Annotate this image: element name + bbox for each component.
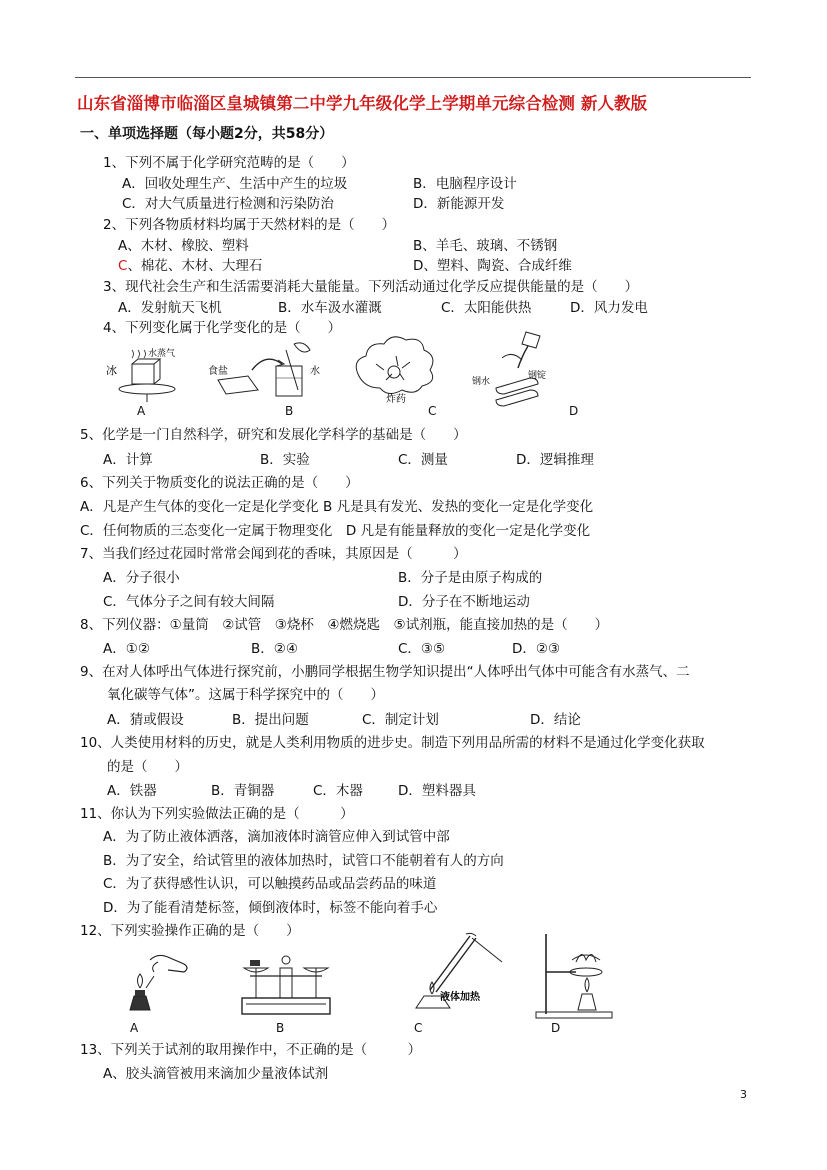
q2-option-a: A、木材、橡胶、塑料 <box>118 238 249 254</box>
q4-figure-salt <box>206 340 326 402</box>
q1-stem: 1、下列不属于化学研究范畴的是（ ） <box>103 155 355 171</box>
q12-figure-d <box>532 930 622 1020</box>
q11-option-d: D．为了能看清楚标签，倾倒液体时，标签不能向着手心 <box>103 900 438 916</box>
q3-option-a: A．发射航天飞机 <box>118 300 222 316</box>
q12-figure-b <box>236 948 336 1020</box>
vapor-label: 水蒸气 <box>148 348 176 358</box>
q1-option-b: B．电脑程序设计 <box>413 176 517 192</box>
q9-option-a: A．猜或假设 <box>107 712 184 728</box>
q6-options-line2: C．任何物质的三态变化一定属于物理变化 D 凡是有能量释放的变化一定是化学变化 <box>80 523 591 539</box>
q12-label-b: B <box>276 1021 285 1035</box>
q5-option-a: A．计算 <box>103 452 153 468</box>
q4-label-c: C <box>428 404 437 418</box>
q13-stem: 13、下列关于试剂的取用操作中，不正确的是（ ） <box>80 1042 422 1058</box>
q4-label-a: A <box>137 404 146 418</box>
q6-stem: 6、下列关于物质变化的说法正确的是（ ） <box>80 475 359 491</box>
q9-stem-line2: 氧化碳等气体”。这属于科学探究中的（ ） <box>107 687 384 703</box>
ingot-label: 钢锭 <box>528 370 547 380</box>
q7-option-b: B．分子是由原子构成的 <box>398 570 543 586</box>
q1-option-c: C．对大气质量进行检测和污染防治 <box>122 196 334 212</box>
q7-stem: 7、当我们经过花园时常常会闻到花的香味，其原因是（ ） <box>80 546 467 562</box>
q4-figure-steel <box>470 326 560 408</box>
q12-label-c: C <box>414 1021 423 1035</box>
q3-option-b: B．水车汲水灌溉 <box>278 300 382 316</box>
q4-figure-ice <box>102 344 192 404</box>
q9-option-b: B．提出问题 <box>232 712 309 728</box>
explosive-label: 炸药 <box>386 394 406 405</box>
q9-option-c: C．制定计划 <box>362 712 439 728</box>
q2-option-d: D、塑料、陶瓷、合成纤维 <box>413 258 572 274</box>
q9-stem-line1: 9、在对人体呼出气体进行探究前，小鹏同学根据生物学知识提出“人体呼出气体中可能含有水蒸气、二 <box>80 664 690 680</box>
document-title: 山东省淄博市临淄区皇城镇第二中学九年级化学上学期单元综合检测 新人教版 <box>77 94 648 113</box>
header-rule <box>75 77 751 78</box>
q7-option-d: D．分子在不断地运动 <box>398 594 530 610</box>
q10-option-c: C．木器 <box>313 783 363 799</box>
q11-stem: 11、你认为下列实验做法正确的是（ ） <box>80 806 354 822</box>
q3-stem: 3、现代社会生产和生活需要消耗大量能量。下列活动通过化学反应提供能量的是（ ） <box>103 279 639 295</box>
q2-option-c-letter: C <box>118 258 128 274</box>
q2-option-b: B、羊毛、玻璃、不锈钢 <box>413 238 558 254</box>
q12-label-a: A <box>130 1021 139 1035</box>
q12-stem: 12、下列实验操作正确的是（ ） <box>80 923 300 939</box>
q3-option-c: C．太阳能供热 <box>441 300 532 316</box>
page-number: 3 <box>740 1088 747 1101</box>
q8-option-c: C．③⑤ <box>398 641 446 657</box>
q8-option-b: B．②④ <box>251 641 298 657</box>
water-label: 水 <box>310 366 320 377</box>
q8-option-d: D．②③ <box>512 641 561 657</box>
q3-option-d: D．风力发电 <box>570 300 648 316</box>
q12-figure-a <box>110 950 202 1018</box>
q12-figure-c <box>408 932 518 1022</box>
q4-figure-explosive <box>346 334 446 406</box>
q4-label-b: B <box>285 404 294 418</box>
q9-option-d: D．结论 <box>530 712 581 728</box>
q8-option-a: A．①② <box>103 641 150 657</box>
q10-stem-line2: 的是（ ） <box>107 759 188 775</box>
q7-option-a: A．分子很小 <box>103 570 180 586</box>
q8-stem: 8、下列仪器：①量筒 ②试管 ③烧杯 ④燃烧匙 ⑤试剂瓶，能直接加热的是（ ） <box>80 617 609 633</box>
q10-option-b: B．青铜器 <box>211 783 275 799</box>
q11-option-a: A．为了防止液体洒落，滴加液体时滴管应伸入到试管中部 <box>103 829 450 845</box>
q6-options-line1: A．凡是产生气体的变化一定是化学变化 B 凡是具有发光、发热的变化一定是化学变化 <box>80 499 594 515</box>
q5-option-b: B．实验 <box>260 452 310 468</box>
q11-option-b: B．为了安全，给试管里的液体加热时，试管口不能朝着有人的方向 <box>103 853 504 869</box>
q4-stem: 4、下列变化属于化学变化的是（ ） <box>103 320 342 336</box>
salt-label: 食盐 <box>208 366 228 377</box>
steel-water-label: 钢水 <box>472 376 491 386</box>
q1-option-d: D．新能源开发 <box>413 196 505 212</box>
q2-option-c-text: 、棉花、木材、大理石 <box>127 258 263 274</box>
q10-option-d: D．塑料器具 <box>398 783 476 799</box>
section-heading: 一、单项选择题（每小题2分，共58分） <box>80 126 334 142</box>
q12-label-d: D <box>551 1021 561 1035</box>
q13-option-a: A、胶头滴管被用来滴加少量液体试剂 <box>103 1066 329 1082</box>
liquid-heating-label: 液体加热 <box>440 992 480 1003</box>
q10-option-a: A．铁器 <box>107 783 157 799</box>
q2-option-c <box>118 260 262 274</box>
q10-stem-line1: 10、人类使用材料的历史，就是人类利用物质的进步史。制造下列用品所需的材料不是通过化学变化获取 <box>80 735 705 751</box>
q4-label-d: D <box>569 404 579 418</box>
ice-label: 冰 <box>106 365 117 377</box>
q7-option-c: C．气体分子之间有较大间隔 <box>103 594 275 610</box>
q2-stem: 2、下列各物质材料均属于天然材料的是（ ） <box>103 217 396 233</box>
q5-option-c: C．测量 <box>398 452 448 468</box>
q11-option-c: C．为了获得感性认识，可以触摸药品或品尝药品的味道 <box>103 876 437 892</box>
q1-option-a: A．回收处理生产、生活中产生的垃圾 <box>122 176 348 192</box>
q5-option-d: D．逻辑推理 <box>516 452 594 468</box>
q5-stem: 5、化学是一门自然科学，研究和发展化学科学的基础是（ ） <box>80 427 467 443</box>
